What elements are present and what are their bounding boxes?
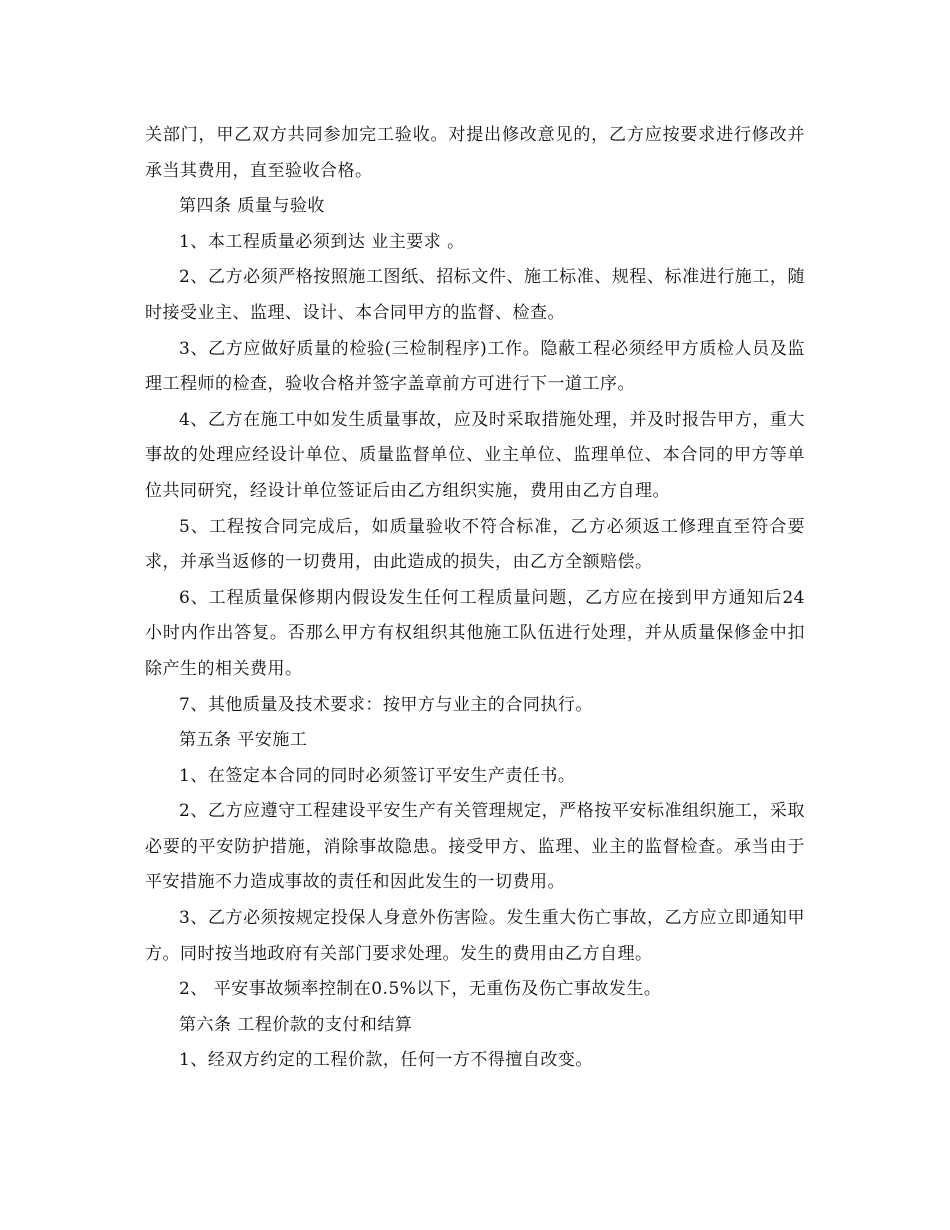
article-4-clause-5: 5、工程按合同完成后，如质量验收不符合标准，乙方必须返工修理直至符合要求，并承当返修的一切费用，由此造成的损失，由乙方全额赔偿。 xyxy=(145,516,805,573)
article-4-clause-4: 4、乙方在施工中如发生质量事故，应及时采取措施处理，并及时报告甲方，重大事故的处理应经设计单位、质量监督单位、业主单位、监理单位、本合同的甲方等单位共同研究，经设计单位签证后由乙方组织实施，费用由乙方自理。 xyxy=(145,409,805,501)
paragraph-acceptance-continuation: 关部门，甲乙双方共同参加完工验收。对提出修改意见的，乙方应按要求进行修改并承当其费用，直至验收合格。 xyxy=(145,125,805,181)
article-4-clause-6: 6、工程质量保修期内假设发生任何工程质量问题，乙方应在接到甲方通知后24小时内作出答复。否那么甲方有权组织其他施工队伍进行处理，并从质量保修金中扣除产生的相关费用。 xyxy=(145,587,805,679)
article-4-clause-1: 1、本工程质量必须到达 业主要求 。 xyxy=(179,231,465,252)
article-5-clause-2: 2、乙方应遵守工程建设平安生产有关管理规定，严格按平安标准组织施工，采取必要的平安防护措施，消除事故隐患。接受甲方、监理、业主的监督检查。承当由于平安措施不力造成事故的责任和因此发生的一切费用。 xyxy=(145,801,805,893)
article-4-clause-7: 7、其他质量及技术要求：按甲方与业主的合同执行。 xyxy=(179,694,593,715)
article-4-clause-3: 3、乙方应做好质量的检验(三检制程序)工作。隐蔽工程必须经甲方质检人员及监理工程师的检查，验收合格并签字盖章前方可进行下一道工序。 xyxy=(145,338,805,395)
article-5-clause-3: 3、乙方必须按规定投保人身意外伤害险。发生重大伤亡事故，乙方应立即通知甲方。同时按当地政府有关部门要求处理。发生的费用由乙方自理。 xyxy=(145,908,805,964)
article-5-heading: 第五条 平安施工 xyxy=(179,730,308,751)
article-6-clause-1: 1、经双方约定的工程价款，任何一方不得擅自改变。 xyxy=(179,1050,593,1071)
article-4-clause-2: 2、乙方必须严格按照施工图纸、招标文件、施工标准、规程、标准进行施工，随时接受业主、监理、设计、本合同甲方的监督、检查。 xyxy=(145,267,805,323)
document-body xyxy=(145,118,805,1079)
article-5-clause-1: 1、在签定本合同的同时必须签订平安生产责任书。 xyxy=(179,765,576,786)
article-5-clause-4: 2、 平安事故频率控制在0.5%以下，无重伤及伤亡事故发生。 xyxy=(179,979,662,1000)
article-4-heading: 第四条 质量与验收 xyxy=(179,196,325,217)
article-6-heading: 第六条 工程价款的支付和结算 xyxy=(179,1014,413,1035)
